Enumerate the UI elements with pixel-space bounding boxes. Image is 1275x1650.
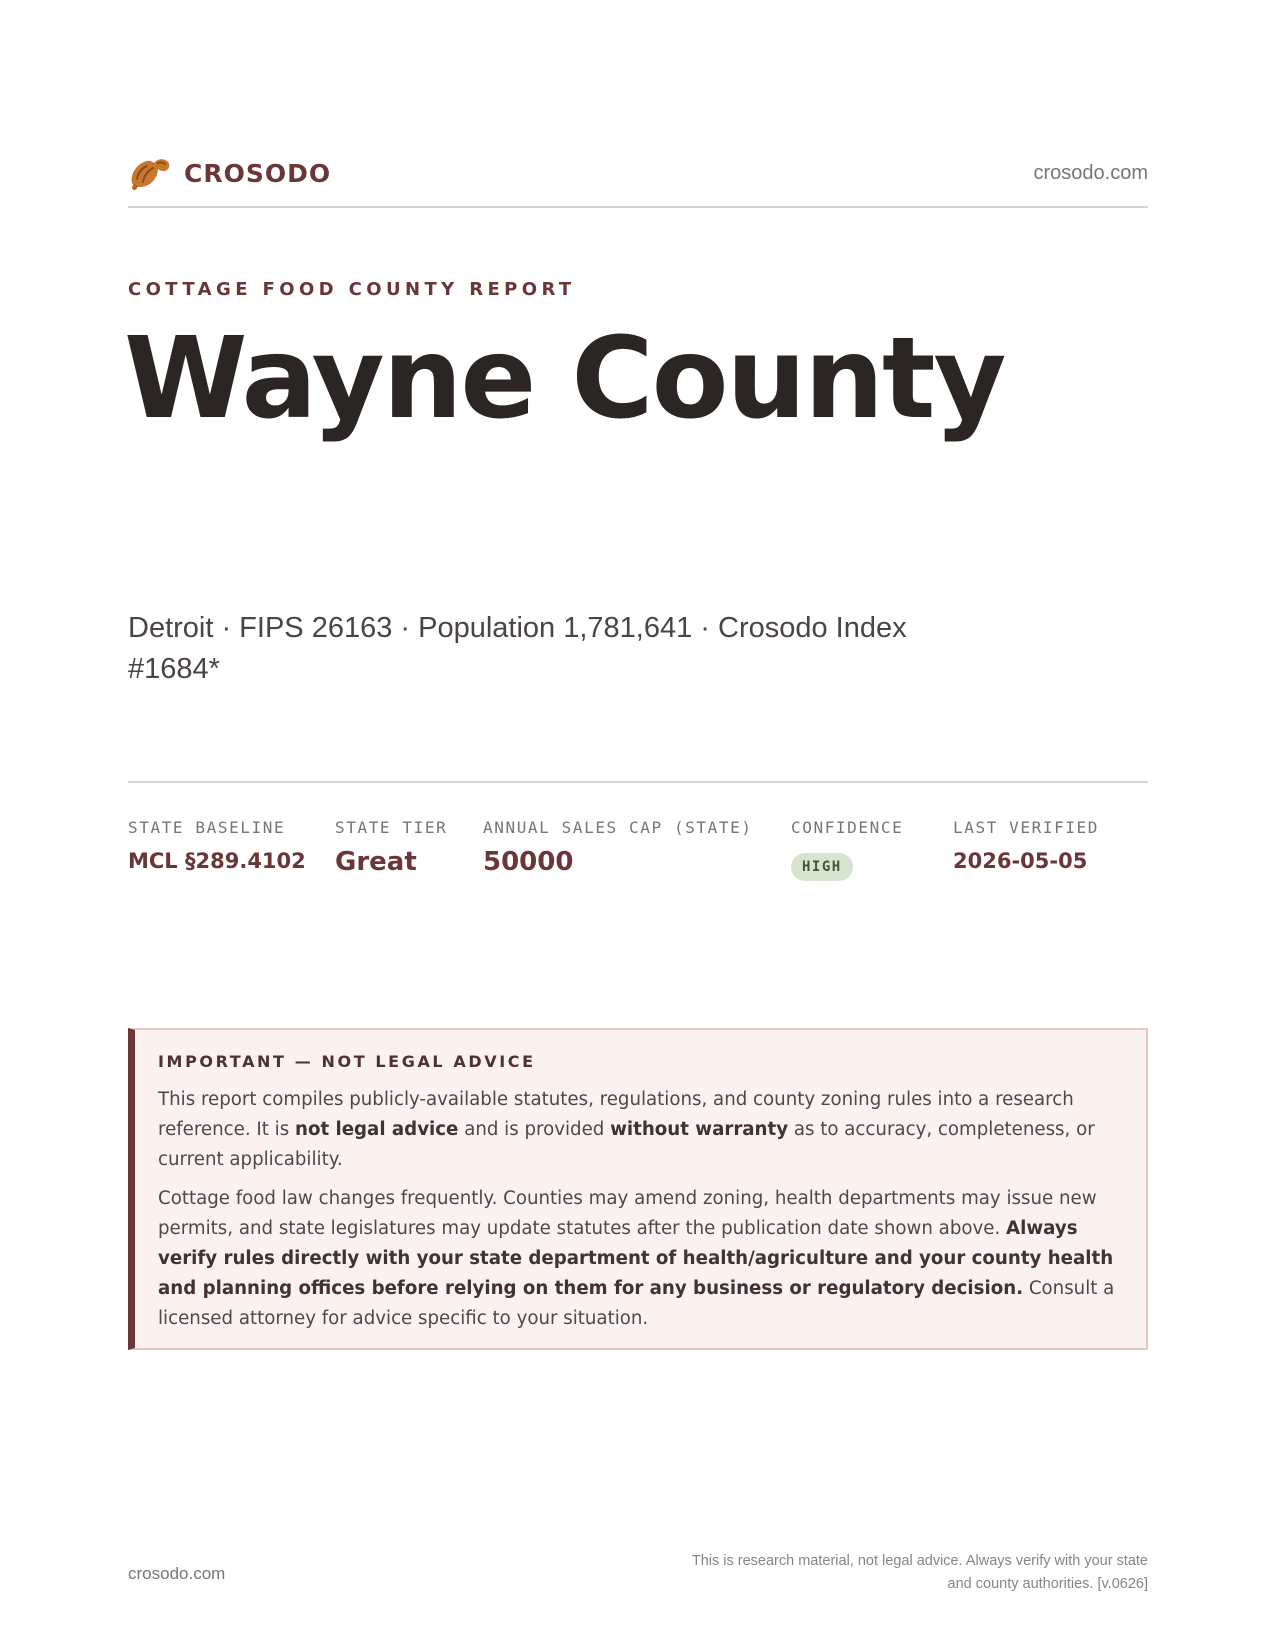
stat-label: CONFIDENCE [791, 818, 904, 837]
notice-emphasis: without warranty [610, 1119, 789, 1140]
notice-paragraph-2 [158, 1184, 1124, 1334]
stats-row [128, 818, 1148, 898]
stat-value: 2026-05-05 [953, 849, 1088, 873]
notice-text: Consult a licensed attorney for advice specific to your situation. [158, 1278, 1115, 1329]
report-eyebrow: COTTAGE FOOD COUNTY REPORT [128, 279, 576, 300]
notice-emphasis: Always verify rules directly with your state department of health/agriculture and your county health and planning offices before relying on them for any business or regulatory decision. [158, 1218, 1114, 1299]
stat-value: MCL §289.4102 [128, 849, 306, 873]
site-url[interactable]: crosodo.com [1033, 161, 1148, 184]
footer-site-url[interactable]: crosodo.com [128, 1564, 226, 1583]
notice-emphasis: not legal advice [295, 1119, 459, 1140]
stat-label: ANNUAL SALES CAP (STATE) [483, 818, 753, 837]
notice-text: as to accuracy, completeness, or current applicability. [158, 1119, 1095, 1170]
stat-label: STATE BASELINE [128, 818, 286, 837]
footer-disclaimer-line-1: This is research material, not legal advice. Always verify with your state [691, 1553, 1148, 1569]
croissant-icon [128, 153, 172, 193]
stat-state-baseline [128, 818, 306, 873]
page-header [128, 156, 1148, 208]
brand[interactable] [128, 153, 331, 193]
notice-text: and is provided [458, 1119, 611, 1140]
stat-annual-sales-cap [483, 818, 753, 877]
stat-value: 50000 [483, 847, 574, 877]
legal-notice [128, 1028, 1148, 1350]
stat-last-verified [953, 818, 1099, 873]
county-subtitle: Detroit · FIPS 26163 · Population 1,781,641 · Crosodo Index #1684* [128, 612, 907, 685]
section-divider [128, 781, 1148, 783]
stat-state-tier [335, 818, 447, 877]
report-page [124, 0, 1148, 1650]
footer-disclaimer [588, 1550, 1148, 1596]
notice-paragraph-1 [158, 1085, 1124, 1175]
stat-label: STATE TIER [335, 818, 448, 837]
stat-confidence [791, 818, 903, 881]
county-title: Wayne County [124, 314, 1005, 444]
footer-disclaimer-line-2: and county authorities. [v.0626] [947, 1576, 1148, 1592]
notice-text: This report compiles publicly-available statutes, regulations, and county zoning rules into a research reference. It is [158, 1089, 1074, 1140]
confidence-badge: HIGH [791, 853, 853, 881]
brand-name: CROSODO [184, 158, 332, 188]
stat-label: LAST VERIFIED [953, 818, 1100, 837]
notice-text: Cottage food law changes frequently. Counties may amend zoning, health departments may issue new permits, and state legislatures may update statutes after the publication date shown above. [158, 1188, 1097, 1239]
stat-value: Great [335, 847, 417, 877]
notice-title: IMPORTANT — NOT LEGAL ADVICE [158, 1052, 536, 1071]
